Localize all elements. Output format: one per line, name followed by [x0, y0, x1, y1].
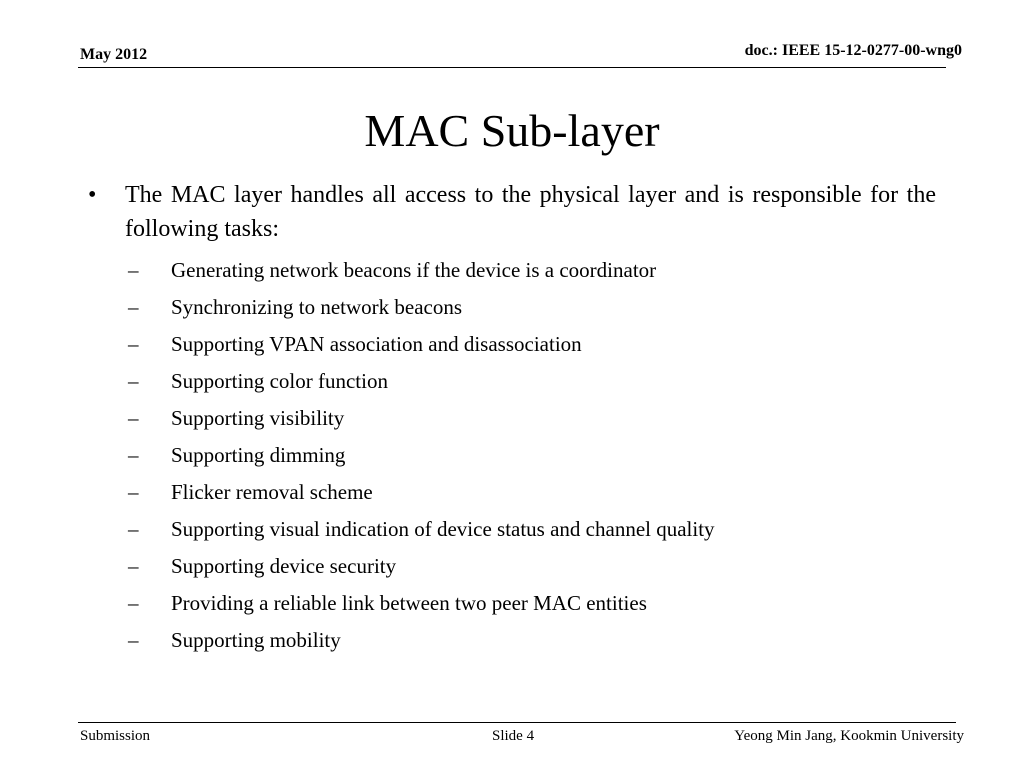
list-item	[88, 548, 936, 585]
header-doc-id: doc.: IEEE 15-12-0277-00-wng0	[744, 42, 962, 59]
dash-icon: –	[128, 480, 139, 504]
footer-author: Yeong Min Jang, Kookmin University	[734, 728, 964, 744]
dash-icon: –	[128, 591, 139, 615]
list-item	[88, 511, 936, 548]
dash-icon: –	[128, 258, 139, 282]
main-bullet-text: The MAC layer handles all access to the physical layer and is responsible for the following tasks:	[125, 182, 936, 242]
footer-submission: Submission	[80, 728, 151, 744]
dash-icon: –	[128, 332, 139, 356]
dash-icon: –	[128, 628, 139, 652]
footer-slide-number: Slide 4	[492, 728, 535, 744]
header-divider	[78, 67, 946, 68]
list-item	[88, 289, 936, 326]
list-item-text: Supporting mobility	[171, 628, 341, 652]
footer-divider	[78, 722, 956, 723]
list-item-text: Supporting dimming	[171, 443, 346, 467]
slide-body	[88, 178, 936, 659]
header-date: May 2012	[80, 46, 148, 63]
list-item-text: Supporting visual indication of device status and channel quality	[171, 517, 715, 541]
dash-icon: –	[128, 369, 139, 393]
list-item	[88, 252, 936, 289]
dash-icon: –	[128, 443, 139, 467]
bullet-icon: •	[88, 182, 97, 208]
list-item	[88, 363, 936, 400]
list-item-text: Providing a reliable link between two peer MAC entities	[171, 591, 647, 615]
list-item	[88, 474, 936, 511]
main-bullet	[88, 178, 936, 246]
list-item-text: Flicker removal scheme	[171, 480, 373, 504]
dash-icon: –	[128, 517, 139, 541]
list-item-text: Generating network beacons if the device is a coordinator	[171, 258, 657, 282]
dash-icon: –	[128, 295, 139, 319]
task-list	[88, 252, 936, 659]
list-item	[88, 326, 936, 363]
list-item-text: Synchronizing to network beacons	[171, 295, 463, 319]
list-item	[88, 400, 936, 437]
list-item	[88, 585, 936, 622]
list-item-text: Supporting visibility	[171, 406, 345, 430]
list-item	[88, 622, 936, 659]
slide-title: MAC Sub-layer	[364, 105, 660, 156]
list-item-text: Supporting VPAN association and disassociation	[171, 332, 582, 356]
list-item-text: Supporting device security	[171, 554, 397, 578]
list-item	[88, 437, 936, 474]
dash-icon: –	[128, 406, 139, 430]
dash-icon: –	[128, 554, 139, 578]
list-item-text: Supporting color function	[171, 369, 388, 393]
